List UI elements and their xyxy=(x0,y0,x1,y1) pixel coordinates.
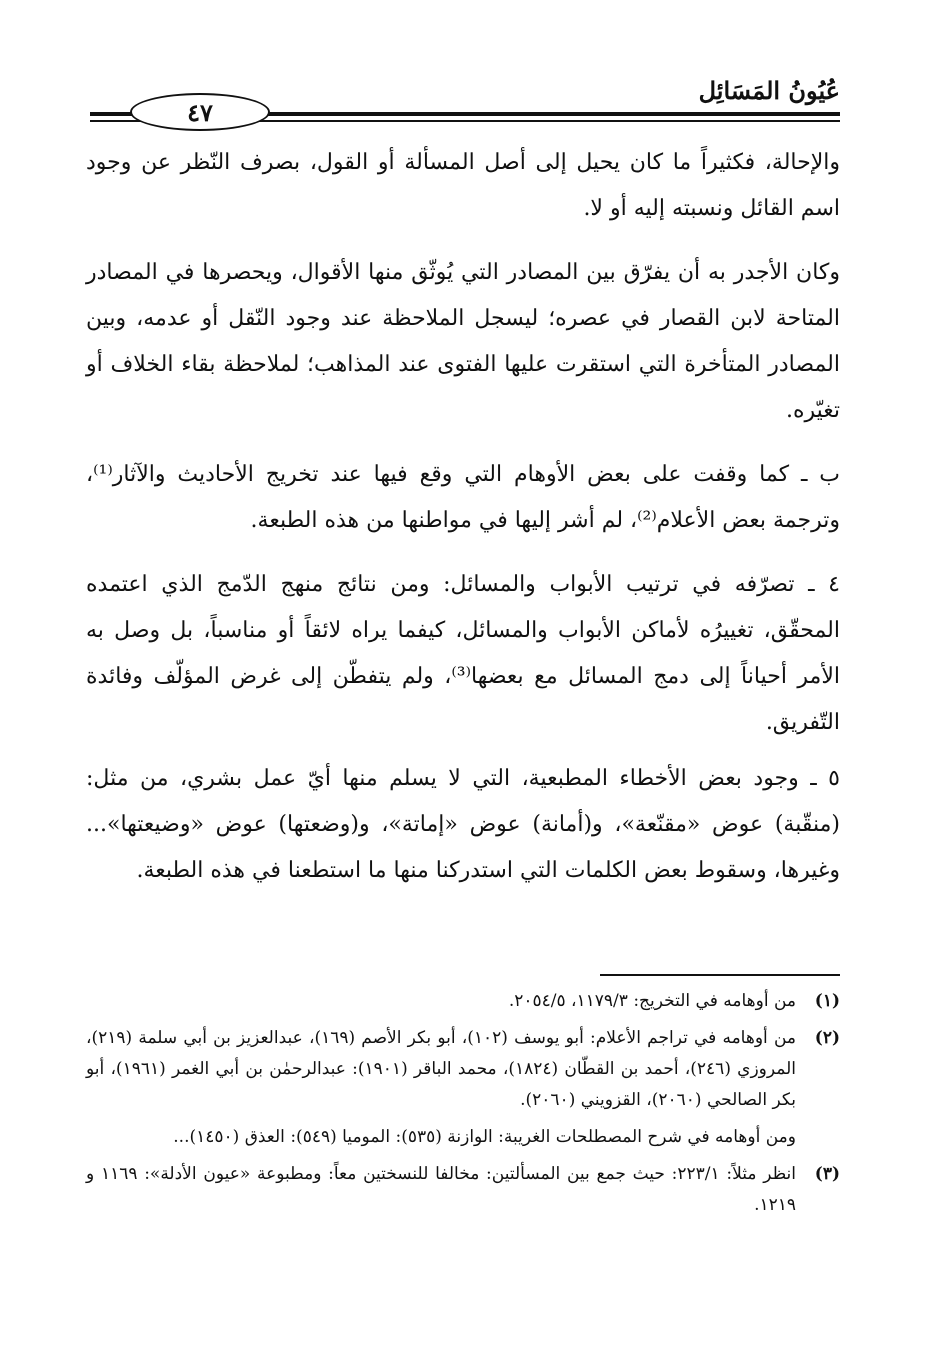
paragraph: ٤ ـ تصرّفه في ترتيب الأبواب والمسائل: ومن نتائج منهج الدّمج الذي اعتمده المحقّق، تغييرُه لأماكن الأبواب والمسائل، كيفما يراه لائقاً أو مناسباً، بل وصل به الأمر أحياناً إلى دمج المسائل مع بعضها⁽³⁾، ولم يتفطّن إلى غرض المؤلّف وفائدة التّفريق. xyxy=(86,572,840,735)
page-number: ٤٧ xyxy=(187,97,213,127)
paragraph: وكان الأجدر به أن يفرّق بين المصادر التي يُوثّق منها الأقوال، ويحصرها في المصادر المتاحة لابن القصار في عصره؛ ليسجل الملاحظة عند وجود النّقل أو عدمه، وبين المصادر المتأخرة التي استقرت عليها الفتوى عند المذاهب؛ لملاحظة بقاء الخلاف أو تغيّره. xyxy=(86,260,840,423)
footnote-text: من أوهامه في التخريج: ١١٧٩/٣، ٢٠٥٤/٥. xyxy=(508,991,796,1011)
main-text xyxy=(86,140,840,912)
footnote-text: من أوهامه في تراجم الأعلام: أبو يوسف (١٠٢)، أبو بكر الأصم (١٦٩)، عبدالعزيز بن أبي سلمة (٢١٩)، المروزي (٢٤٦)، أحمد بن القطّان (١٨٢٤)، محمد الباقر (١٩٠١): عبدالرحمٰن بن أبي الغمر (١٩٦١)، أبو بكر الصالحي (٢٠٦٠)، القزويني (٢٠٦٠). xyxy=(86,1028,796,1110)
footnote xyxy=(86,986,840,1017)
footnote-separator xyxy=(600,974,840,976)
footnote-continuation: ومن أوهامه في شرح المصطلحات الغريبة: الوازنة (٥٣٥): الموميا (٥٤٩): العذق (١٤٥٠)... xyxy=(173,1127,796,1147)
footnote xyxy=(86,1023,840,1116)
footnote-number: (١) xyxy=(814,991,840,1011)
footnote-number: (٣) xyxy=(814,1164,840,1184)
footnotes xyxy=(86,986,840,1227)
paragraph: والإحالة، فكثيراً ما كان يحيل إلى أصل المسألة أو القول، بصرف النّظر عن وجود اسم القائل ونسبته إليه أو لا. xyxy=(86,150,840,221)
footnote-text: انظر مثلاً: ٢٢٣/١: حيث جمع بين المسألتين: مخالفا للنسختين معاً: ومطبوعة «عيون الأدلة»: ١١٦٩ و ١٢١٩. xyxy=(86,1164,796,1215)
footnote xyxy=(86,1159,840,1221)
page-number-badge xyxy=(130,93,270,131)
footnote-number: (٢) xyxy=(814,1028,840,1048)
paragraph: ٥ ـ وجود بعض الأخطاء المطبعية، التي لا يسلم منها أيّ عمل بشري، من مثل: (منقّبة) عوض «مقنّعة»، و(أمانة) عوض «إماتة»، و(وضعتها) عوض «وضيعتها»... وغيرها، وسقوط بعض الكلمات التي استدركنا منها ما استطعنا في هذه الطبعة. xyxy=(86,766,840,883)
paragraph: ب ـ كما وقفت على بعض الأوهام التي وقع فيها عند تخريج الأحاديث والآثار⁽¹⁾، وترجمة بعض الأعلام⁽²⁾، لم أشر إليها في مواطنها من هذه الطبعة. xyxy=(86,462,840,533)
page-header xyxy=(90,72,840,132)
running-title: عُيُونُ المَسَائِل xyxy=(698,76,840,105)
